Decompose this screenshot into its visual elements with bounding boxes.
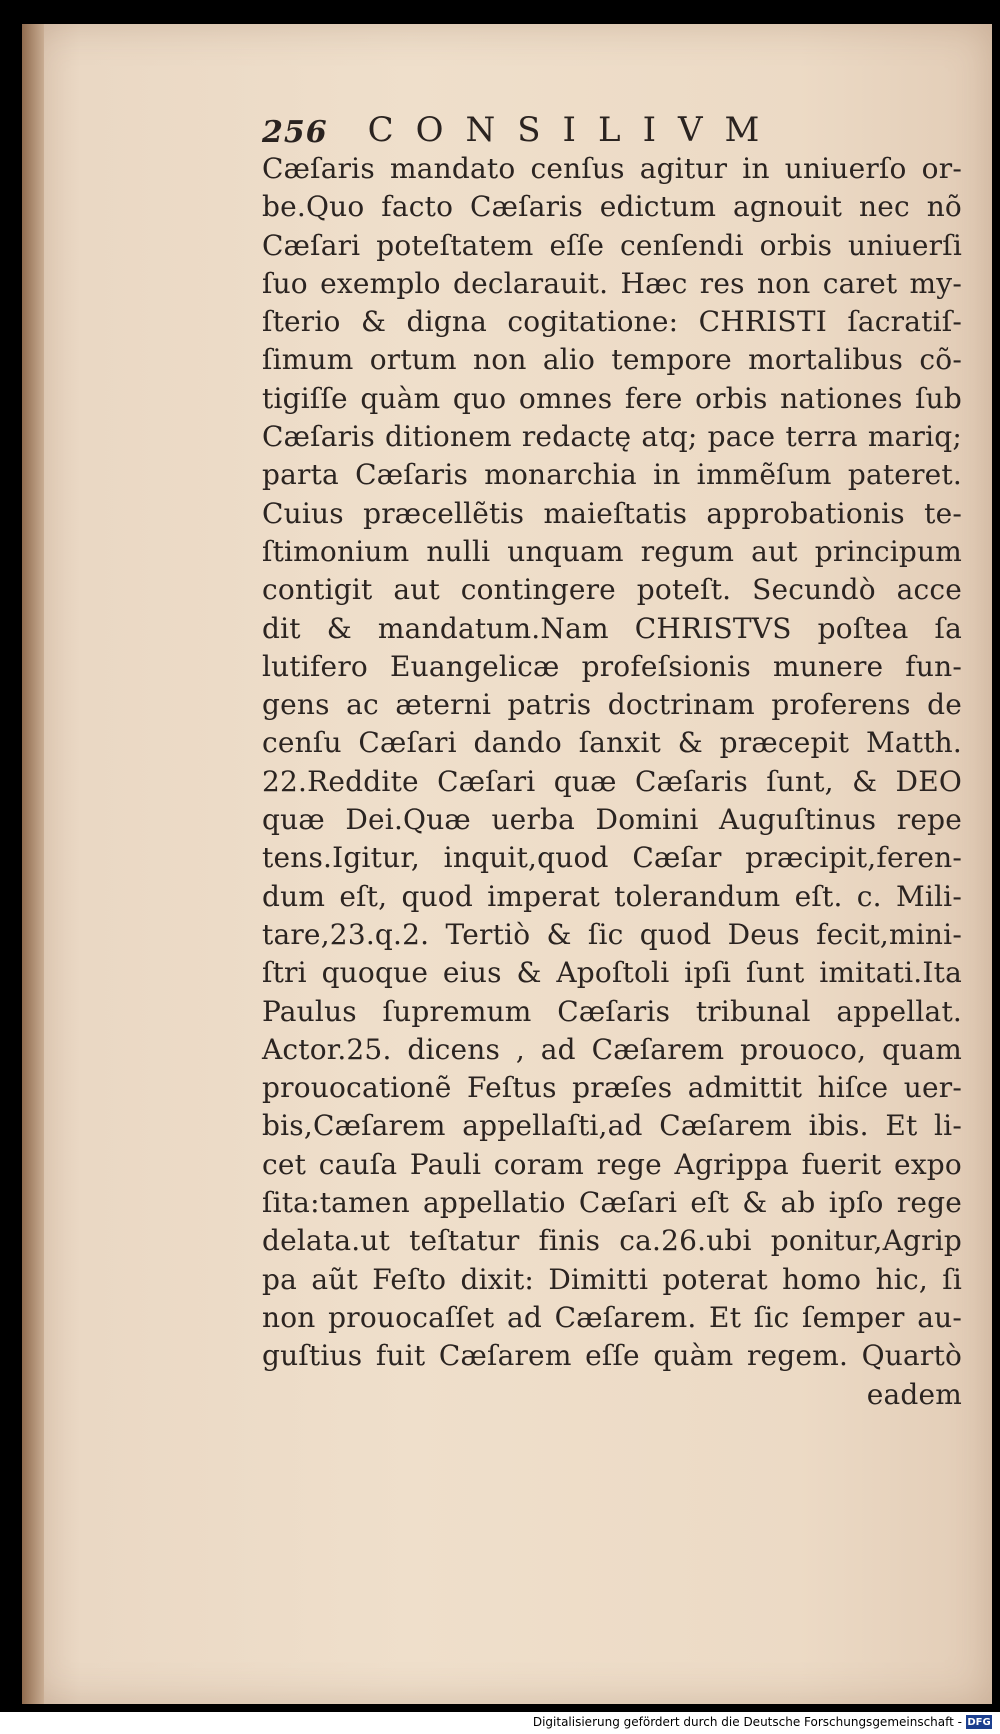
text-line: quæ Dei.Quæ uerba Domini Auguſtinus repe xyxy=(262,803,962,837)
text-line: tigiſſe quàm quo omnes fere orbis nationes ſub xyxy=(262,381,962,415)
text-line: guſtius fuit Cæſarem eſſe quàm regem. Quartò xyxy=(262,1339,962,1373)
text-line: tare,23.q.2. Tertiò & ſic quod Deus fecit,mini- xyxy=(262,917,962,951)
text-line: parta Cæſaris monarchia in immẽſum pateret. xyxy=(262,458,962,492)
text-line: cenſu Cæſari dando ſanxit & præcepit Matth. xyxy=(262,726,962,760)
text-line: ſtimonium nulli unquam regum aut principum xyxy=(262,534,962,568)
funding-credit: Digitalisierung gefördert durch die Deutsche Forschungsgemeinschaft - xyxy=(532,1715,962,1729)
text-line: bis,Cæſarem appellaſti,ad Cæſarem ibis. Et li- xyxy=(262,1109,962,1143)
dfg-logo-icon: DFG xyxy=(967,1716,991,1728)
text-line: Cuius præcellẽtis maieſtatis approbationis te- xyxy=(262,496,962,530)
text-line: ſuo exemplo declarauit. Hæc res non caret my- xyxy=(262,266,962,300)
text-line: non prouocaſſet ad Cæſarem. Et ſic ſemper au- xyxy=(262,1300,962,1334)
text-line: gens ac æterni patris doctrinam proferens de xyxy=(262,688,962,722)
text-line: dum eſt, quod imperat tolerandum eſt. c. Mili- xyxy=(262,879,962,913)
text-line: pa aũt Feſto dixit: Dimitti poterat homo hic, ſi xyxy=(262,1262,962,1296)
text-line: be.Quo facto Cæſaris edictum agnouit nec nõ xyxy=(262,190,962,224)
text-line: tens.Igitur, inquit,quod Cæſar præcipit,feren- xyxy=(262,841,962,875)
page-binding-edge xyxy=(22,24,44,1704)
text-line: ſimum ortum non alio tempore mortalibus cõ- xyxy=(262,343,962,377)
text-line: Cæſaris ditionem redactę atq; pace terra mariq; xyxy=(262,420,962,454)
running-title: CONSILIVM xyxy=(367,110,782,150)
text-line: Paulus ſupremum Cæſaris tribunal appellat. xyxy=(262,994,962,1028)
text-line: ſterio & digna cogitatione: CHRISTI ſacratiſ- xyxy=(262,305,962,339)
text-line: dit & mandatum.Nam CHRISTVS poſtea ſa xyxy=(262,611,962,645)
text-line: ſita:tamen appellatio Cæſari eſt & ab ipſo rege xyxy=(262,1186,962,1220)
body-text xyxy=(262,150,962,1414)
page-header xyxy=(262,110,862,150)
text-line: Cæſari poteſtatem eſſe cenſendi orbis uniuerſi xyxy=(262,228,962,262)
text-line: Actor.25. dicens , ad Cæſarem prouoco, quam xyxy=(262,1032,962,1066)
text-line: 22.Reddite Cæſari quæ Cæſaris ſunt, & DEO xyxy=(262,764,962,798)
text-line: cet cauſa Pauli coram rege Agrippa fuerit expo xyxy=(262,1147,962,1181)
digitization-footer xyxy=(0,1712,1000,1734)
text-line: Cæſaris mandato cenſus agitur in uniuerſo or- xyxy=(262,152,962,185)
catchword: eadem xyxy=(866,1377,962,1411)
page-number: 256 xyxy=(262,115,328,150)
text-line: prouocationẽ Feſtus præſes admittit hiſce uer- xyxy=(262,1071,962,1105)
text-line: contigit aut contingere poteſt. Secundò acce xyxy=(262,573,962,607)
text-line: delata.ut teſtatur finis ca.26.ubi ponitur,Agrip xyxy=(262,1224,962,1258)
text-line: lutifero Euangelicæ profeſsionis munere fun- xyxy=(262,649,962,683)
text-line: ſtri quoque eius & Apoſtoli ipſi ſunt imitati.Ita xyxy=(262,956,962,990)
